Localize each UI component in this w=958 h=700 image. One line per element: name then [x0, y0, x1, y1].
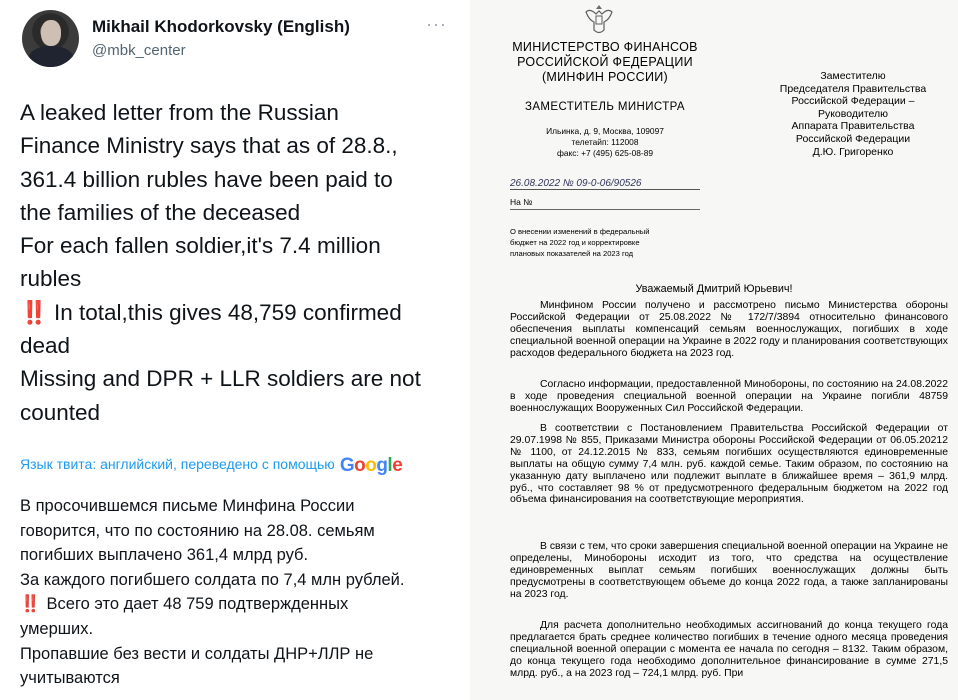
google-letter: e [392, 455, 403, 476]
tweet-text-line: the families of the deceased [20, 199, 301, 225]
ministry-line: РОССИЙСКОЙ ФЕДЕРАЦИИ [517, 55, 693, 70]
google-letter: G [339, 455, 355, 476]
deputy-minister-title: ЗАМЕСТИТЕЛЬ МИНИСТРА [525, 101, 685, 113]
tweet-text [20, 96, 465, 429]
recipient-line: Российской Федерации [795, 132, 911, 145]
tweet-text-line: Missing and DPR + LLR soldiers are not [20, 366, 421, 392]
address-line: факс: +7 (495) 625-08-89 [556, 148, 654, 158]
google-letter: g [376, 455, 388, 476]
tweet-text-line: Finance Ministry says that as of 28.8., [20, 133, 398, 159]
letter-paragraph: Согласно информации, предоставленной Минобороны, по состоянию на 24.08.2022 в ходе проведения специальной военной операции на Украине погибли 48759 военнослужащих Вооруженных Сил Российской Федерации. [510, 379, 948, 414]
double-exclamation-icon: ‼️ [20, 299, 47, 325]
ministry-header [510, 40, 700, 86]
letter-paragraph: В соответствии с Постановлением Правительства Российской Федерации от 29.07.1998 № 855, Приказами Министра обороны Российской Федерации от 06.05.20212 № 1100, от 24.12.2015 № 833, семьям погибших осуществляются единовременные выплаты на общую сумму 7,4 млн. руб. каждой семье. Таким образом, по состоянию на указанную дату выплачено или подлежит выплате в ближайшее время – 361,9 млрд. руб., что составляет 98 % от предусмотренного федеральным бюджетом на 2022 год объема финансирования на соответствующие мероприятия. [510, 423, 948, 506]
translated-line-emoji [20, 592, 465, 617]
translated-line: Пропавшие без вести и солдаты ДНР+ЛЛР не [20, 644, 374, 663]
tweet-text-line: 361.4 billion rubles have been paid to [20, 166, 393, 192]
avatar-suit [28, 46, 74, 67]
recipient-line: Заместителю [820, 70, 886, 82]
recipient-line: Российской Федерации – [791, 95, 915, 108]
letter-salutation: Уважаемый Дмитрий Юрьевич! [635, 283, 793, 295]
translation-label: Язык твита: английский, переведено с помощью [20, 456, 335, 472]
tweet-text-line: counted [20, 399, 101, 425]
ministry-address [510, 126, 700, 159]
reference-number-field: На № [510, 197, 700, 210]
tweet-text-line: In total,this gives 48,759 confirmed [54, 299, 402, 325]
address-line: телетайп: 112008 [571, 137, 639, 147]
google-letter: l [387, 455, 393, 476]
translated-line: За каждого погибшего солдата по 7,4 млн рублей. [20, 570, 405, 589]
avatar-face [41, 20, 61, 46]
translated-line: погибших выплачено 361,4 млрд руб. [20, 546, 309, 565]
tweet-text-line: A leaked letter from the Russian [20, 100, 339, 125]
translated-line: Всего это дает 48 759 подтвержденных [46, 595, 349, 614]
double-exclamation-icon: ‼️ [20, 595, 39, 614]
letter-recipient [758, 70, 948, 158]
ministry-line: (МИНФИН РОССИИ) [541, 70, 669, 85]
subject-line: О внесении изменений в федеральный [510, 227, 650, 236]
address-line: Ильинка, д. 9, Москва, 109097 [546, 126, 664, 136]
registration-number: 26.08.2022 № 09-0-06/90526 [510, 178, 700, 190]
author-name[interactable]: Mikhail Khodorkovsky (English) [92, 17, 350, 36]
letter-paragraph: Для расчета дополнительно необходимых ассигнований до конца текущего года предлагается брать среднее количество погибших в течение одного месяца проведения специальной военной операции с момента ее начала по сегодня – 8132. Таким образом, до конца текущего года необходимо дополнительное финансирование в сумме 271,5 млрд. руб., а на 2023 год – 724,1 млрд. руб. При [510, 620, 948, 679]
avatar[interactable] [22, 10, 79, 67]
letter-subject [510, 226, 700, 259]
google-letter: o [365, 455, 377, 476]
recipient-line: Д.Ю. Григоренко [812, 145, 894, 158]
subject-line: плановых показателей на 2023 год [510, 249, 634, 258]
tweet-text-line-emoji [20, 296, 465, 329]
letter-paragraph: Минфином России получено и рассмотрено письмо Министерства обороны Российской Федерации от 25.08.2022 № 172/7/3894 относительно финансового обеспечения выплаты компенсаций семьям военнослужащих, погибших в ходе специальной военной операции на Украине в 2022 году и планирования соответствующих расходов федерального бюджета на 2023 год. [510, 300, 948, 359]
google-letter: o [354, 455, 366, 476]
ministry-line: МИНИСТЕРСТВО ФИНАНСОВ [512, 40, 698, 54]
google-logo [340, 455, 402, 476]
author-handle[interactable]: @mbk_center [92, 42, 186, 59]
tweet-panel [0, 0, 470, 700]
translated-text [20, 494, 465, 691]
tweet-text-line: For each fallen soldier,it's 7.4 million [20, 233, 381, 259]
recipient-line: Руководителю [817, 107, 889, 120]
subject-line: бюджет на 2022 год и корректировке [510, 238, 640, 247]
tweet-text-line: dead [20, 333, 71, 359]
recipient-line: Председателя Правительства [779, 82, 927, 95]
translated-line: говорится, что по состоянию на 28.08. семьям [20, 521, 375, 540]
translated-line: учитываются [20, 669, 120, 688]
coat-of-arms-icon [582, 2, 616, 38]
translated-line: умерших. [20, 619, 94, 638]
recipient-line: Аппарата Правительства [791, 120, 915, 133]
tweet-text-line: rubles [20, 266, 82, 292]
translated-line: В просочившемся письме Минфина России [20, 497, 355, 515]
translation-attribution[interactable] [20, 455, 402, 477]
letter-paragraph: В связи с тем, что сроки завершения специальной военной операции на Украине не определены, Минобороны исходит из того, что средства на осуществление единовременных выплат семьям погибших военнослужащих должны быть предусмотрены в соответствующем объеме до конца 2022 года, а также запланированы на 2023 год. [510, 541, 948, 600]
more-horizontal-icon[interactable]: ··· [426, 14, 447, 34]
